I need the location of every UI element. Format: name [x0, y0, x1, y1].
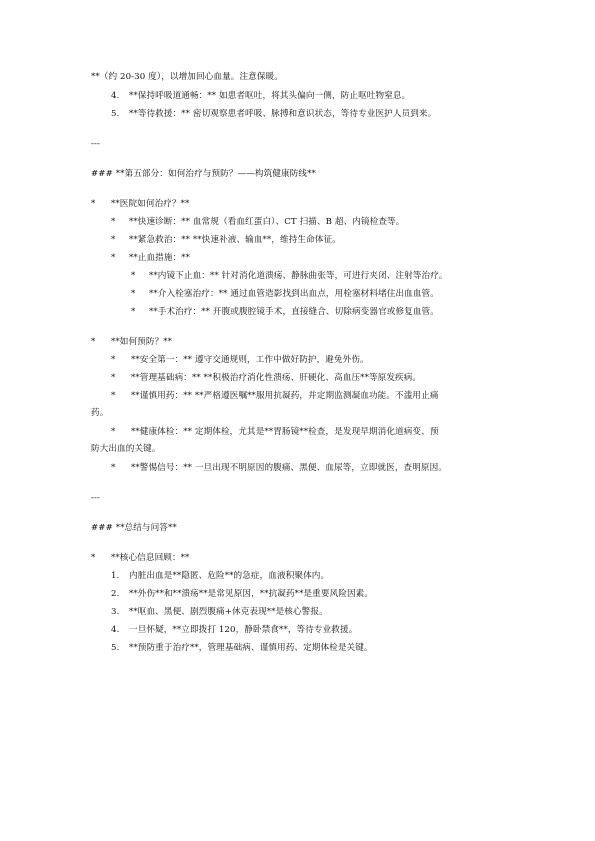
section-heading: ### **总结与问答** [91, 523, 177, 533]
list-item: **谨慎用药：** **严格遵医嘱**服用抗凝药，并定期监测凝血功能。不滥用止痛 [131, 391, 439, 401]
text-line: **（约 20-30 度），以增加回心血量。注意保暖。 [91, 72, 283, 82]
list-item-heading: **核心信息回顾：** [111, 553, 190, 563]
bullet-marker: * [131, 271, 136, 281]
bullet-marker: * [111, 355, 116, 365]
list-item-continuation: 药。 [91, 408, 109, 418]
list-item: **警惕信号：** 一旦出现不明原因的腹痛、黑便、血尿等，立即就医，查明原因。 [131, 463, 448, 473]
list-number: 5. [111, 109, 120, 119]
list-item-continuation: 防大出血的关键。 [91, 444, 161, 454]
list-number: 3. [111, 607, 120, 617]
list-item: **介入栓塞治疗：** 通过血管造影找到出血点，用栓塞材料堵住出血血管。 [149, 289, 439, 299]
list-number: 2. [111, 589, 120, 599]
list-item-heading: **如何预防？** [111, 337, 173, 347]
bullet-marker: * [111, 427, 116, 437]
list-number: 4. [111, 625, 120, 635]
section-heading: ### **第五部分：如何治疗与预防？——构筑健康防线** [91, 169, 316, 179]
horizontal-rule-text: --- [91, 493, 101, 503]
list-item: **手术治疗：** 开腹或腹腔镜手术，直接缝合、切除病变器官或修复血管。 [149, 307, 439, 317]
list-item-heading: **医院如何治疗？** [111, 199, 190, 209]
bullet-marker: * [111, 463, 116, 473]
bullet-marker: * [111, 373, 116, 383]
bullet-marker: * [131, 289, 136, 299]
bullet-marker: * [91, 337, 96, 347]
bullet-marker: * [131, 307, 136, 317]
list-item: 一旦怀疑，**立即拨打 120，静卧禁食**，等待专业救援。 [129, 625, 358, 635]
bullet-marker: * [111, 217, 116, 227]
list-item: **预防重于治疗**，管理基础病、谨慎用药、定期体检是关键。 [129, 643, 373, 653]
list-item: **止血措施：** [129, 253, 191, 263]
bullet-marker: * [91, 553, 96, 563]
list-item: **快速诊断：** 血常规（看血红蛋白）、CT 扫描、B 超、内镜检查等。 [129, 217, 405, 227]
list-item: **健康体检：** 定期体检，尤其是**胃肠镜**检查，是发现早期消化道病变、预 [131, 427, 439, 437]
bullet-marker: * [91, 199, 96, 209]
list-number: 1. [111, 571, 120, 581]
list-item: **管理基础病：** **积极治疗消化性溃疡、肝硬化、高血压**等原发疾病。 [131, 373, 422, 383]
list-number: 4. [111, 91, 120, 101]
bullet-marker: * [111, 253, 116, 263]
horizontal-rule-text: --- [91, 139, 101, 149]
text-line: **等待救援：** 密切观察患者呼吸、脉搏和意识状态，等待专业医护人员到来。 [129, 109, 437, 119]
list-number: 5. [111, 643, 120, 653]
list-item: **呕血、黑便、剧烈腹痛+休克表现**是核心警报。 [129, 607, 328, 617]
list-item: **安全第一：** 遵守交通规则，工作中做好防护，避免外伤。 [131, 355, 369, 365]
text-line: **保持呼吸道通畅：** 如患者呕吐，将其头偏向一侧，防止呕吐物窒息。 [129, 91, 411, 101]
list-item: 内脏出血是**隐匿、危险**的急症，血液积聚体内。 [129, 571, 330, 581]
bullet-marker: * [111, 391, 116, 401]
bullet-marker: * [111, 235, 116, 245]
list-item: **内镜下止血：** 针对消化道溃疡、静脉曲张等，可进行夹闭、注射等治疗。 [149, 271, 448, 281]
list-item: **外伤**和**溃疡**是常见原因，**抗凝药**是重要风险因素。 [129, 589, 374, 599]
list-item: **紧急救治：** **快速补液、输血**，维持生命体征。 [129, 235, 341, 245]
